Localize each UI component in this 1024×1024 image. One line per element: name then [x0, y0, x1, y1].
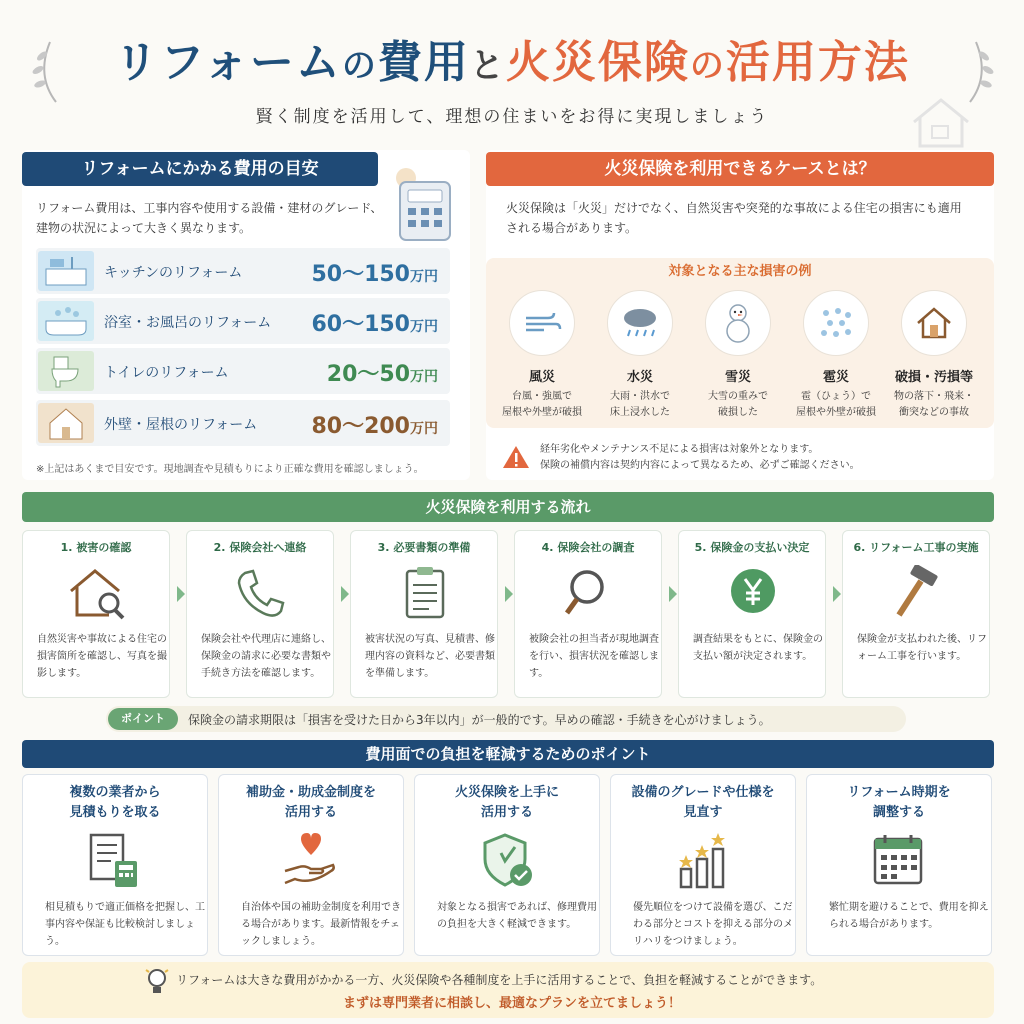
- tip-card-quotes: 複数の業者から 見積もりを取る 相見積もりで適正価格を把握し、工事内容や保証も比較検討しましょう。: [22, 774, 208, 956]
- flow-arrow-icon: [177, 586, 185, 602]
- cost-label: トイレのリフォーム: [104, 365, 229, 381]
- warning-icon: [502, 444, 530, 470]
- snowman-icon: [705, 290, 771, 356]
- flow-arrow-icon: [505, 586, 513, 602]
- tip-card-timing: リフォーム時期を 調整する 繁忙期を避けることで、費用を抑えられる場合があります。: [806, 774, 992, 956]
- warning-text: 経年劣化やメンテナンス不足による損害は対象外となります。 保険の補償内容は契約内容によって異なるため、必ずご確認ください。: [540, 444, 860, 471]
- damage-item-flood: 水災 大雨・洪水で 床上浸水した: [600, 290, 680, 421]
- damage-item-wind: 風災 台風・強風で 屋根や外壁が破損: [502, 290, 582, 421]
- clipboard-icon: [393, 565, 457, 621]
- cost-description: リフォーム費用は、工事内容や使用する設備・建材のグレード、建物の状況によって大きく異なります。: [36, 201, 383, 235]
- page-subtitle: 賢く制度を活用して、理想の住まいをお得に実現しましょう: [255, 107, 769, 127]
- tips-heading: 費用面での負担を軽減するためのポイント: [22, 740, 994, 768]
- calculator-icon: [390, 168, 460, 244]
- hail-icon: [803, 290, 869, 356]
- flow-arrow-icon: [669, 586, 677, 602]
- document-calculator-icon: [85, 831, 145, 891]
- cost-row-kitchen: [36, 248, 450, 294]
- bathtub-icon: [38, 301, 94, 341]
- flow-step-2: 2. 保険会社へ連絡 保険会社や代理店に連絡し、保険金の請求に必要な書類や手続き方法を確認します。: [186, 530, 334, 698]
- house-exterior-icon: [38, 403, 94, 443]
- flow-step-3: 3. 必要書類の準備 被害状況の写真、見積書、修理内容の資料など、必要書類を準備します。: [350, 530, 498, 698]
- bar-stars-icon: [673, 831, 733, 891]
- cost-heading: リフォームにかかる費用の目安: [22, 152, 378, 186]
- hammer-icon: [885, 565, 949, 621]
- tip-card-subsidy: 補助金・助成金制度を 活用する 自治体や国の補助金制度を利用できる場合があります。最新情報をチェックしましょう。: [218, 774, 404, 956]
- house-icon: [901, 290, 967, 356]
- damage-item-hail: 雹災 雹（ひょう）で 屋根や外壁が破損: [796, 290, 876, 421]
- cost-row-toilet: [36, 348, 450, 394]
- point-badge: ポイント: [108, 708, 178, 730]
- flow-step-4: 4. 保険会社の調査 被険会社の担当者が現地調査を行い、損害状況を確認します。: [514, 530, 662, 698]
- calendar-icon: [869, 831, 929, 891]
- tip-card-grade: 設備のグレードや仕様を 見直す 優先順位をつけて設備を選び、こだわる部分とコストを抑える部分のメリハリをつけましょう。: [610, 774, 796, 956]
- phone-icon: [229, 565, 293, 621]
- flow-arrow-icon: [833, 586, 841, 602]
- footer-cta: まずは専門業者に相談し、最適なプランを立てましょう！: [342, 996, 681, 1011]
- cost-value: 60～150万円: [311, 312, 438, 337]
- hand-heart-icon: [281, 831, 341, 891]
- flow-arrow-icon: [341, 586, 349, 602]
- footer-text: リフォームは大きな費用がかかる一方、火災保険や各種制度を上手に活用することで、負担を軽減することができます。: [176, 973, 823, 987]
- cost-value: 80～200万円: [311, 414, 438, 439]
- page-title: リフォームの費用と火災保険の活用方法: [114, 37, 910, 88]
- cost-label: キッチンのリフォーム: [104, 265, 243, 281]
- magnifier-icon: [557, 565, 621, 621]
- kitchen-icon: [38, 251, 94, 291]
- toilet-icon: [38, 351, 94, 391]
- cost-note: ※上記はあくまで目安です。現地調査や見積もりにより正確な費用を確認しましょう。: [36, 464, 424, 475]
- rain-icon: [607, 290, 673, 356]
- cost-row-exterior: [36, 400, 450, 446]
- house-outline-icon: [908, 96, 974, 148]
- house-search-icon: [65, 565, 129, 621]
- cost-value: 20～50万円: [326, 362, 438, 387]
- cost-label: 浴室・お風呂のリフォーム: [104, 315, 272, 331]
- damage-item-snow: 雪災 大雪の重みで 破損した: [698, 290, 778, 421]
- damage-heading: 対象となる主な損害の例: [668, 264, 812, 279]
- damage-item-breakage: 破損・汚損等 物の落下・飛来・ 衝突などの事故: [894, 290, 974, 421]
- flow-heading: 火災保険を利用する流れ: [22, 492, 994, 522]
- cost-row-bath: [36, 298, 450, 344]
- flow-step-6: 6. リフォーム工事の実施 保険金が支払われた後、リフォーム工事を行います。: [842, 530, 990, 698]
- flow-step-1: 1. 被害の確認 自然災害や事故による住宅の損害箇所を確認し、写真を撮影します。: [22, 530, 170, 698]
- insurance-heading: 火災保険を利用できるケースとは？: [486, 152, 994, 186]
- laurel-left-icon: [26, 36, 66, 106]
- wind-icon: [509, 290, 575, 356]
- tip-card-insurance: 火災保険を上手に 活用する 対象となる損害であれば、修理費用の負担を大きく軽減できます。: [414, 774, 600, 956]
- insurance-description: 火災保険は「火災」だけでなく、自然災害や突発的な事故による住宅の損害にも適用される場合があります。: [506, 201, 962, 235]
- flow-step-5: 5. 保険金の支払い決定 調査結果をもとに、保険金の支払い額が決定されます。: [678, 530, 826, 698]
- shield-check-icon: [477, 831, 537, 891]
- cost-value: 50～150万円: [311, 262, 438, 287]
- cost-label: 外壁・屋根のリフォーム: [104, 417, 258, 433]
- point-text: 保険金の請求期限は「損害を受けた日から3年以内」が一般的です。早めの確認・手続きを心がけましょう。: [188, 713, 771, 727]
- yen-coin-icon: [721, 565, 785, 621]
